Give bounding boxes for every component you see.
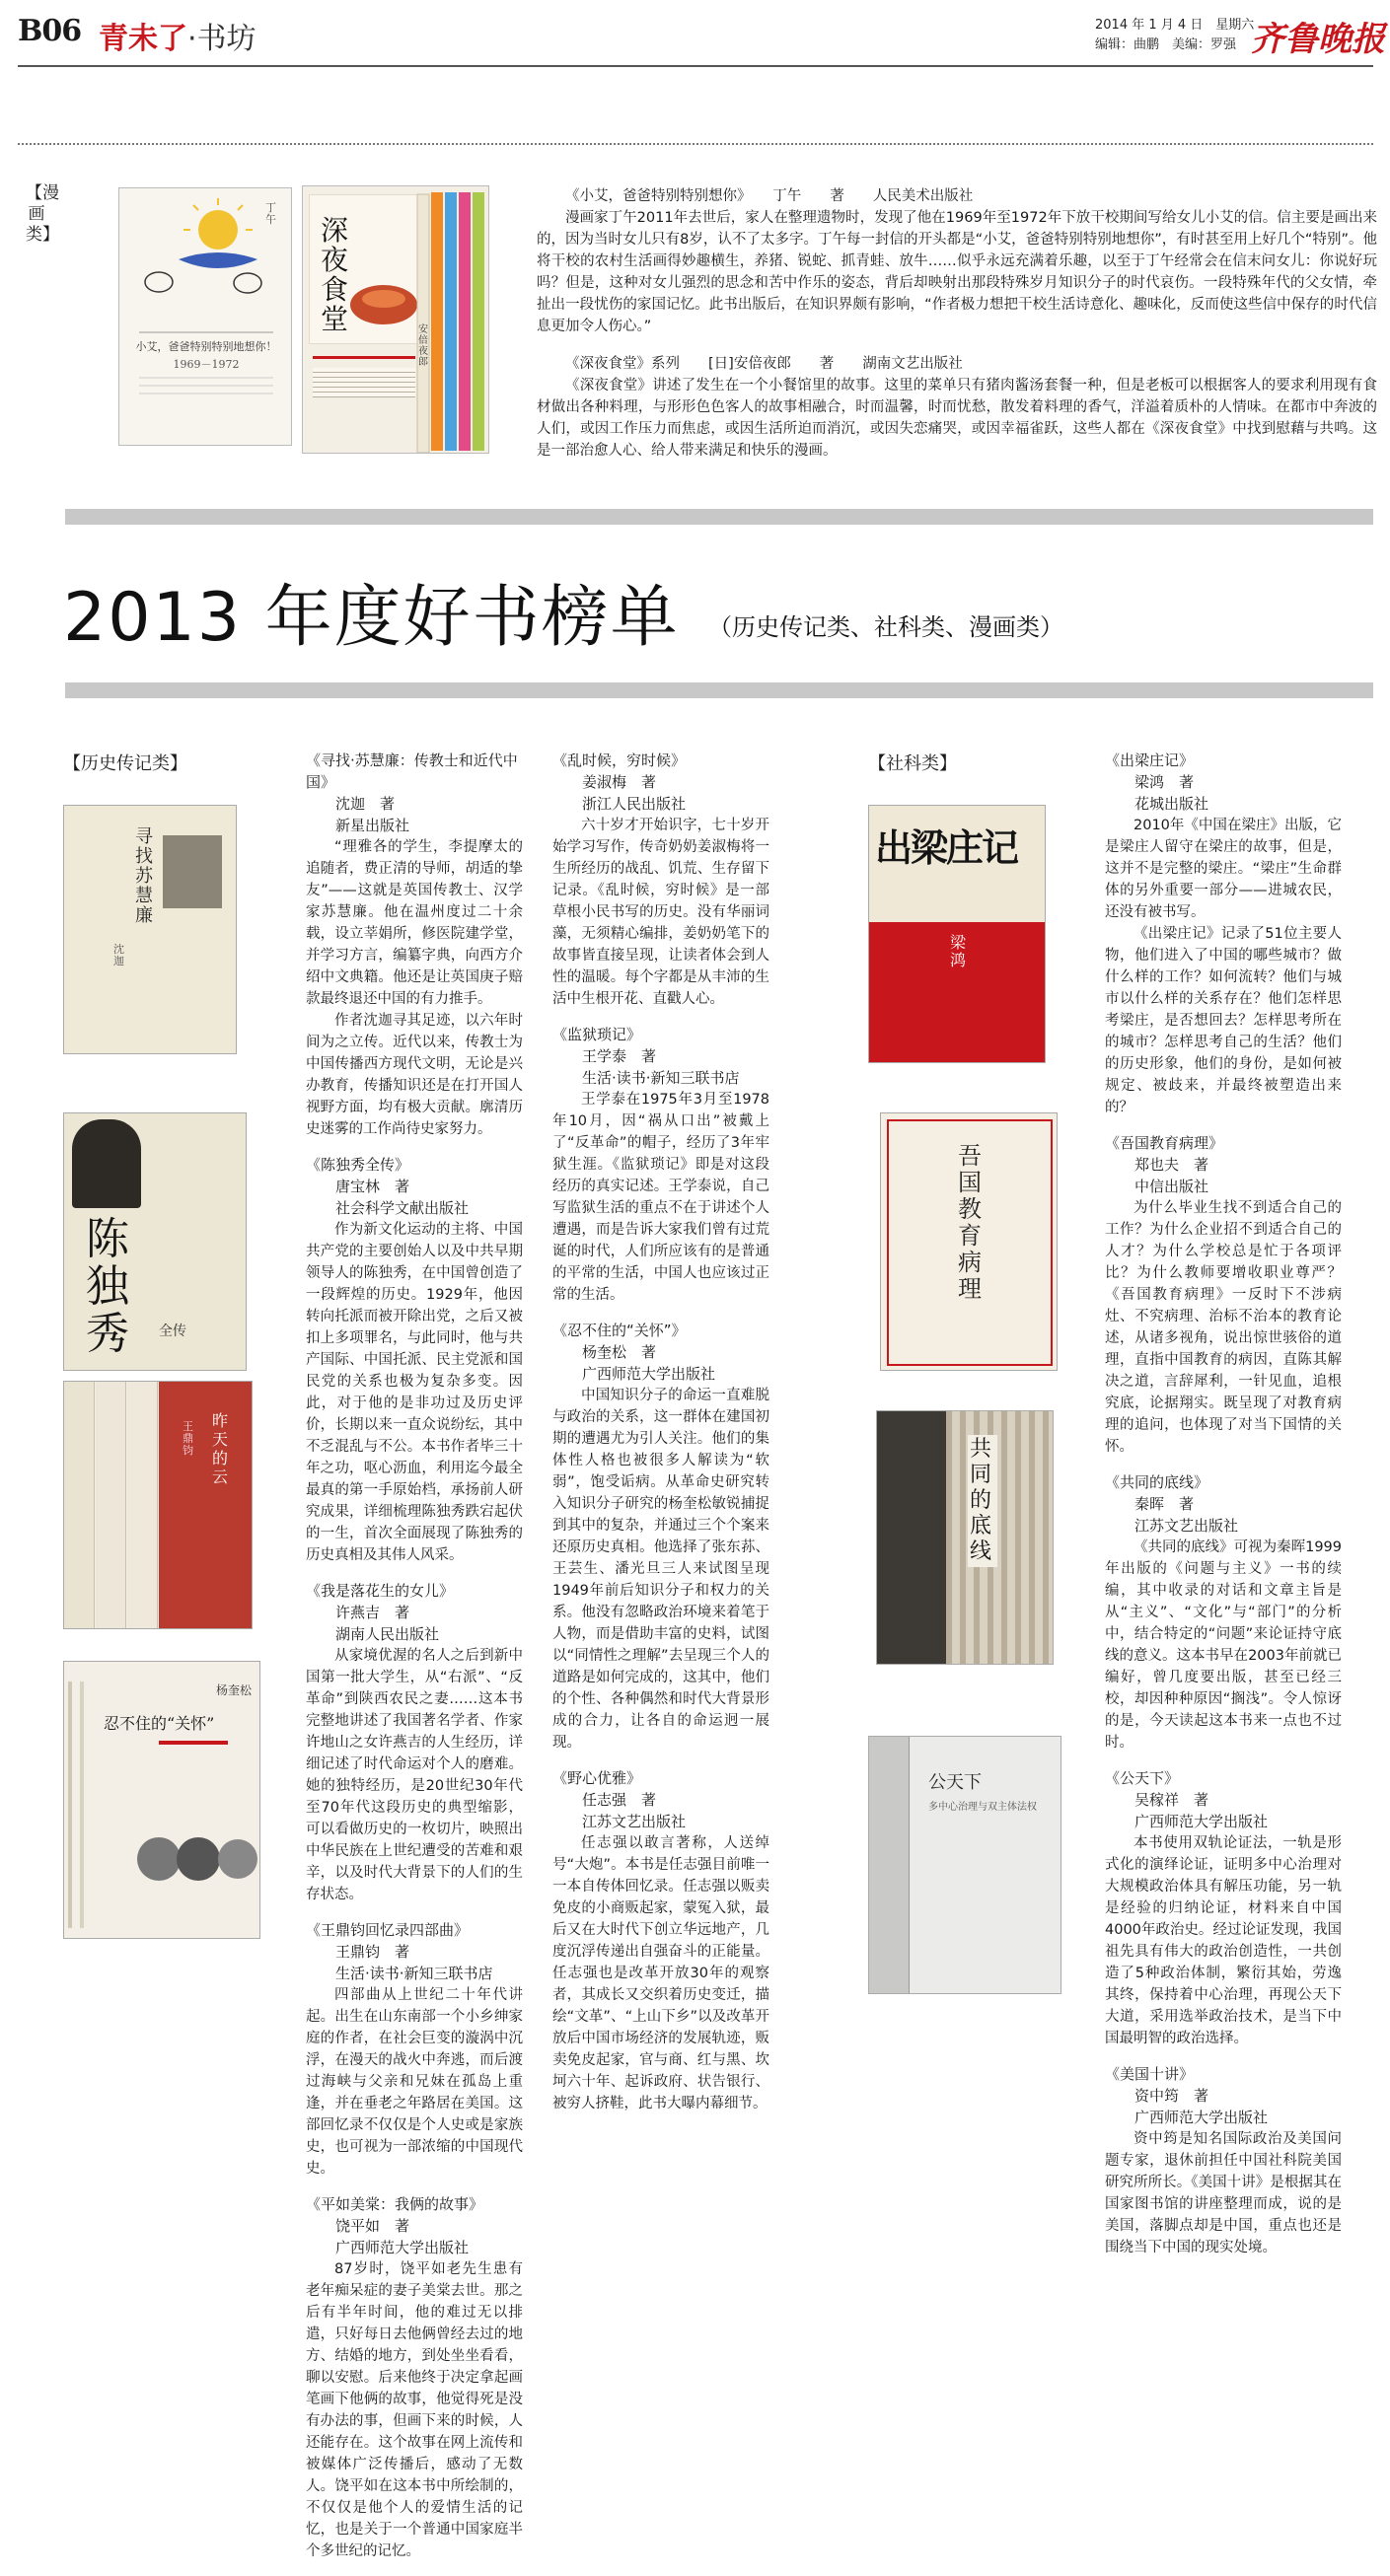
book-entry — [306, 2193, 523, 2562]
cover-author-yesterday: 王鼎钧 — [183, 1420, 193, 1457]
cover-title-hold: 忍不住的“关怀” — [104, 1714, 215, 1733]
book-cover-chen — [63, 1112, 247, 1371]
cover-years: 1969－1972 — [173, 358, 240, 371]
page-title: 2013 年度好书榜单 — [63, 579, 680, 657]
cover-sub-chen: 全传 — [159, 1324, 186, 1339]
book-entry — [1105, 1767, 1342, 2049]
book-author: 唐宝林 著 — [335, 1178, 410, 1195]
book-review: “理雅各的学生，李提摩太的追随者，费正清的导师，胡适的挚友”——这就是英国传教士、汉学家苏慧廉。他在温州度过二十余载，设立莘娟所，修医院建学堂，并学习方言，编纂字典，向西方介绍中文典籍。他还是让英国庚子赔款最终退还中国的有力推手。 — [306, 839, 523, 1007]
book-entry — [306, 1580, 523, 1905]
category-label-history: 【历史传记类】 — [63, 753, 187, 774]
book-review: 王学泰在1975年3月至1978年10月，因“祸从口出”被戴上了“反革命”的帽子，经历了3年牢狱生涯。《监狱琐记》即是对这段经历的真实记述。王学泰说，自己写监狱生活的重点不在于讲述个人遭遇，而是告诉大家我们曾有过荒诞的时代，人们所应该有的是普通的平常的生活，中国人也应该过正常的生活。 — [552, 1092, 769, 1303]
book-entry — [1105, 1132, 1342, 1458]
book-review: 87岁时，饶平如老先生患有老年痴呆症的妻子美棠去世。那之后有半年时间，他的难过无以排遣，只好每日去他俩曾经去过的地方、结婚的地方，到处坐坐看看，聊以安慰。后来他终于决定拿起画笔画下他俩的故事，他觉得死是没有办法的事，但画下来的时候，人还能存在。这个故事在网上流传和被媒体广泛传播后，感动了无数人。饶平如在这本书中所绘制的，不仅仅是他个人的爱情生活的记忆，也是关于一个普通中国家庭半个多世纪的记忆。 — [306, 2261, 523, 2559]
book-cover-jiaoyu — [880, 1112, 1058, 1371]
book-title: 《公天下》 — [1105, 1769, 1180, 1787]
book-review: 任志强以敢言著称，人送绰号“大炮”。本书是任志强目前唯一一本自传体回忆录。任志强以贩卖免皮的小商贩起家，蒙冤入狱，最后又在大时代下创立华远地产，几度沉浮传递出自强奋斗的正能量。任志强也是改革开放30年的观察者，其成长又交织着历史变迁，描绘“文革”、“上山下乡”以及改革开放后中国市场经济的发展轨迹，贩卖免皮起家，官与商、红与黑、坎坷六十年、起诉政府、状告银行、被穷人挤鞋，此书大曝内幕细节。 — [552, 1835, 769, 2111]
book-author: 沈迦 著 — [335, 795, 396, 813]
book-title: 《出梁庄记》 — [1105, 751, 1195, 769]
book-publisher: 生活·读书·新知三联书店 — [335, 1965, 493, 1982]
social-column — [1105, 750, 1342, 2272]
book-publisher: 湖南人民出版社 — [335, 1625, 440, 1643]
cover-title-liangzhuang: 出梁庄记 — [875, 825, 1018, 870]
book-author: 许燕吉 著 — [335, 1604, 410, 1621]
cover-author-su: 沈迦 — [113, 943, 124, 967]
book-review: 作为新文化运动的主将、中国共产党的主要创始人以及中共早期领导人的陈独秀，在中国曾创造了一段辉煌的历史。1929年，他因转向托派而被开除出党，之后又被扣上多项罪名，与此同时，他与共产国际、中国托派、民主党派和国民党的关系也极为复杂多变。因此，对于他的是非功过及历史评价，长期以来一直众说纷纭，其中不乏混乱与不公。本书作者毕三十年之功，呕心沥血，利用迄今最全最真的第一手原始档，承扬前人研究成果，详细梳理陈独秀跌宕起伏的一生，首次全面展现了陈独秀的历史真相及其伟人风采。 — [306, 1222, 523, 1563]
cover-title-xiaoai: 小艾，爸爸特别特别地想你！ — [135, 340, 277, 353]
book-cover-xiaoai — [118, 187, 292, 446]
cover-title-jiaoyu: 吾国教育病理 — [958, 1142, 982, 1303]
book-title: 《王鼎钧回忆录四部曲》 — [306, 1921, 470, 1939]
book-entry — [552, 1024, 769, 1306]
book-review: 作者沈迦寻其足迹，以六年时间为之立传。近代以来，传教士为中国传播西方现代文明，无论是兴办教育，传播知识还是在打开国人视野方面，均有极大贡献。廓清历史迷雾的工作尚待史家努力。 — [306, 1013, 523, 1137]
book-entry — [552, 1767, 769, 2114]
book-publisher: 江苏文艺出版社 — [582, 1813, 687, 1830]
book-entry — [306, 1154, 523, 1566]
book-publisher: 广西师范大学出版社 — [1134, 2109, 1269, 2126]
book-publisher: 浙江人民出版社 — [582, 795, 687, 813]
section-separator: · — [187, 22, 197, 56]
book-title: 《共同的底线》 — [1105, 1473, 1209, 1491]
page-number: B06 — [18, 14, 82, 48]
cover-author-liangzhuang: 梁鸿 — [950, 933, 967, 969]
cover-author-hold: 杨奎松 — [215, 1683, 252, 1697]
book-cover-dixian — [876, 1410, 1054, 1665]
book-publisher: 江苏文艺出版社 — [1134, 1517, 1239, 1535]
book-entry — [306, 750, 523, 1140]
book-review: 本书使用双轨论证法，一轨是形式化的演绎论证，证明多中心治理对大规模政治体具有解压功能，另一轨是经验的归纳论证，材料来自中国4000年政治史。经过论证发现，我国祖先具有伟大的政治创造性，一共创造了5种政治体制，繁衍其始，劳逸其终，保持着中心治理，再现公天下大道，采用选举政治技术，是当下中国最明智的政治选择。 — [1105, 1835, 1342, 2046]
book-review: 2010年《中国在梁庄》出版，它是梁庄人留守在梁庄的故事，但是，这并不是完整的梁庄。“梁庄”生命群体的另外重要一部分——进城农民，还没有被书写。 — [1105, 818, 1342, 920]
book-title: 《寻找·苏慧廉：传教士和近代中国》 — [306, 751, 518, 791]
issue-date: 2014 年 1 月 4 日 星期六 — [1095, 18, 1255, 33]
manhua-reviews — [537, 185, 1377, 462]
banner-rule-bottom — [65, 682, 1373, 698]
portrait-illustration-icon — [64, 1662, 260, 1939]
book-cover-gongtianxia — [868, 1736, 1061, 1994]
manhua-entry-title: 《深夜食堂》系列 [日]安倍夜郎 著 湖南文艺出版社 — [565, 356, 963, 372]
book-entry — [1105, 750, 1342, 1118]
book-review: 《共同的底线》可视为秦晖1999年出版的《问题与主义》一书的续编，其中收录的对话和文章主旨是从“主义”、“文化”与“部门”的分析中，结合特定的“问题”来论证持守底线的意义。这本书早在2003年前就已编好，曾几度要出版，甚至已经三校，却因种种原因“搁浅”。令人惊讶的是，今天读起这本书来一点也不过时。 — [1105, 1539, 1342, 1751]
book-entry — [1105, 1471, 1342, 1753]
book-title: 《陈独秀全传》 — [306, 1156, 410, 1174]
dotted-divider — [18, 143, 1373, 145]
manhua-entry-title: 《小艾，爸爸特别特别想你》 丁午 著 人民美术出版社 — [565, 188, 974, 204]
book-publisher: 广西师范大学出版社 — [335, 2239, 470, 2256]
manhua-entry-body: 《深夜食堂》讲述了发生在一个小餐馆里的故事。这里的菜单只有猪肉酱汤套餐一种，但是老板可以根据客人的要求利用现有食材做出各种料理，与形形色色客人的故事相融合，时而温馨，时而忧愁，散发着料理的香气，洋溢着质朴的人情味。在都市中奔波的人们，或因工作压力而焦虑，或因生活所迫而消沉，或因失恋痛哭，或因幸福雀跃，这些人都在《深夜食堂》中找到慰藉与共鸣。这是一部治愈人心、给人带来满足和快乐的漫画。 — [537, 378, 1377, 459]
book-cover-hold — [63, 1661, 260, 1939]
book-title: 《吾国教育病理》 — [1105, 1134, 1224, 1152]
cover-title-shenye: 深夜食堂 — [321, 214, 349, 335]
book-title: 《乱时候，穷时候》 — [552, 751, 687, 769]
book-publisher: 中信出版社 — [1134, 1178, 1209, 1195]
book-author: 吴稼祥 著 — [1134, 1791, 1209, 1809]
newspaper-logo: 齐鲁晚报 — [1251, 20, 1385, 59]
book-review: 资中筠是知名国际政治及美国问题专家，退休前担任中国社科院美国研究所所长。《美国十讲》是根据其在国家图书馆的讲座整理而成，说的是美国，落脚点却是中国，重点也还是围绕当下中国的现实处境。 — [1105, 2131, 1342, 2255]
book-entry — [552, 1320, 769, 1753]
book-entry — [306, 1919, 523, 2180]
section-name: 青未了 — [99, 22, 187, 56]
book-title: 《忍不住的“关怀”》 — [552, 1322, 687, 1339]
book-author: 杨奎松 著 — [582, 1343, 657, 1361]
header-rule — [18, 65, 1373, 67]
book-review: 四部曲从上世纪二十年代讲起。出生在山东南部一个小乡绅家庭的作者，在社会巨变的漩涡中沉浮，在漫天的战火中奔逃，而后渡过海峡与父亲和兄妹在孤岛上重逢，并在垂老之年路居在美国。这部回忆录不仅仅是个人史或是家族史，也可视为一部浓缩的中国现代史。 — [306, 1987, 523, 2177]
banner-rule-top — [65, 509, 1373, 525]
book-author: 姜淑梅 著 — [582, 773, 657, 791]
cover-title-gongtianxia: 公天下 — [928, 1772, 982, 1793]
book-author: 梁鸿 著 — [1134, 773, 1195, 791]
book-publisher: 广西师范大学出版社 — [582, 1365, 716, 1383]
cover-title-chen: 陈独秀 — [86, 1214, 129, 1359]
book-review: 中国知识分子的命运一直难脱与政治的关系，这一群体在建国初期的遭遇尤为引人关注。他们的集体性人格也被很多人解读为“软弱”，饱受诟病。从革命史研究转入知识分子研究的杨奎松敏锐捕捉到其中的复杂，并通过三个个案来还原历史真相。他选择了张东荪、王芸生、潘光旦三人来试图呈现1949年前后知识分子和权力的关系。他没有忽略政治环境来着笔于人物，而是借助丰富的史料，试图以“同情性之理解”去呈现三个人的道路是如何完成的，这其中，他们的个性、各种偶然和时代大背景形成的合力，让各自的命运迥一展现。 — [552, 1388, 769, 1751]
manhua-entry-body: 漫画家丁午2011年去世后，家人在整理遗物时，发现了他在1969年至1972年下放干校期间写给女儿小艾的信。信主要是画出来的，因为当时女儿只有8岁，认不了太多字。丁午每一封信的开头都是“小艾，爸爸特别特别地想你”，有时甚至用上好几个“特别”。他将干校的农村生活画得妙趣横生，养猪、锐蛇、抓青蛙、放牛……似乎永远充满着乐趣，以至于丁午经常会在信末问女儿：你说好玩吗？但是，这种对女儿强烈的思念和苦中作乐的姿态，背后却映射出那段特殊岁月知识分子的时代哀伤。一段特殊年代的父女情，牵扯出一段忧伤的家国记忆。此书出版后，在知识界颇有影响，“作者极力想把干校生活诗意化、趣味化，反而使这些信中保存的时代信息更加令人伤心。” — [537, 210, 1377, 334]
cover-sub-gongtianxia: 多中心治理与双主体法权 — [928, 1802, 1037, 1813]
book-author: 资中筠 著 — [1134, 2087, 1209, 2105]
book-publisher: 新星出版社 — [335, 817, 410, 834]
book-title: 《平如美棠：我俩的故事》 — [306, 2195, 484, 2213]
book-author: 郑也夫 著 — [1134, 1156, 1209, 1174]
cover-spine-author: 安倍夜郎 — [418, 324, 428, 368]
editors-credit: 编辑：曲鹏 美编：罗强 — [1095, 37, 1237, 52]
book-publisher: 花城出版社 — [1134, 795, 1209, 813]
category-label-social: 【社科类】 — [868, 753, 957, 774]
book-review: 从家境优渥的名人之后到新中国第一批大学生，从“右派”、“反革命”到陕西农民之妻……这本书完整地讲述了我国著名学者、作家许地山之女许燕吉的人生经历，详细记述了时代命运对个人的磨难。她的独特经历，是20世纪30年代至70年代这段历史的典型缩影，可以看做历史的一枚切片，映照出中华民族在上世纪遭受的苦难和艰辛，以及时代大背景下的人们的生存状态。 — [306, 1648, 523, 1902]
history-column-1 — [306, 750, 523, 2576]
book-review: 《出梁庄记》记录了51位主要人物，他们进入了中国的哪些城市？做什么样的工作？如何流转？他们与城市以什么样的关系存在？他们怎样思考梁庄，是否想回去？怎样思考所在的城市？怎样思考自己的生活？他们的历史形象，他们的身份，是如何被规定、被歧来，并最终被塑造出来的？ — [1105, 926, 1342, 1115]
book-entry — [1105, 2063, 1342, 2258]
book-cover-yesterday — [63, 1381, 253, 1629]
cover-vertical-text: 丁午 — [265, 201, 276, 226]
book-author: 秦晖 著 — [1134, 1495, 1195, 1513]
page-subtitle: （历史传记类、社科类、漫画类） — [708, 613, 1063, 641]
book-title: 《美国十讲》 — [1105, 2065, 1195, 2083]
book-cover-su — [63, 805, 237, 1054]
subsection-name: 书坊 — [196, 22, 256, 56]
cover-title-yesterday: 昨天的云 — [212, 1411, 229, 1486]
book-author: 任志强 著 — [582, 1791, 657, 1809]
section-title — [99, 14, 256, 57]
book-review: 六十岁才开始识字，七十岁开始学习写作，传奇奶奶姜淑梅将一生所经历的战乱、饥荒、生存留下记录。《乱时候，穷时候》是一部草根小民书写的历史。没有华丽词藻，无须精心编排，姜奶奶笔下的故事皆直接呈现，让读者体会到人性的温暖。每个字都是从丰沛的生活中生根开花、直戳人心。 — [552, 818, 769, 1007]
food-illustration-icon — [303, 186, 489, 454]
sun-illustration-icon — [119, 188, 292, 446]
book-author: 饶平如 著 — [335, 2217, 410, 2235]
book-title: 《野心优雅》 — [552, 1769, 642, 1787]
book-author: 王学泰 著 — [582, 1047, 657, 1065]
book-title: 《我是落花生的女儿》 — [306, 1582, 455, 1600]
cover-title-dixian: 共同的底线 — [968, 1435, 997, 1567]
book-title: 《监狱琐记》 — [552, 1026, 642, 1043]
book-author: 王鼎钧 著 — [335, 1943, 410, 1961]
cover-title-su: 寻找苏慧廉 — [135, 826, 153, 926]
book-review: 为什么毕业生找不到适合自己的工作？为什么企业招不到适合自己的人才？为什么学校总是忙于各项评比？为什么教师要增收职业尊严？《吾国教育病理》一反时下不涉病灶、不究病理、治标不治本的教育论述，从诸多视角，说出惊世骇俗的道理，直指中国教育的病因，直陈其解决之道，言辞犀利，一针见血，追根究底，论据翔实。既呈现了对教育病理的追问，也体现了对当下国情的关怀。 — [1105, 1200, 1342, 1455]
book-publisher: 广西师范大学出版社 — [1134, 1813, 1269, 1830]
book-publisher: 生活·读书·新知三联书店 — [582, 1069, 740, 1087]
history-column-2 — [552, 750, 769, 2128]
book-entry — [552, 750, 769, 1010]
book-cover-liangzhuang — [868, 805, 1046, 1063]
book-cover-shenye — [302, 185, 489, 454]
header-info — [1095, 16, 1254, 55]
category-label-manhua: 【漫画类】 — [26, 183, 59, 245]
book-publisher: 社会科学文献出版社 — [335, 1199, 470, 1217]
